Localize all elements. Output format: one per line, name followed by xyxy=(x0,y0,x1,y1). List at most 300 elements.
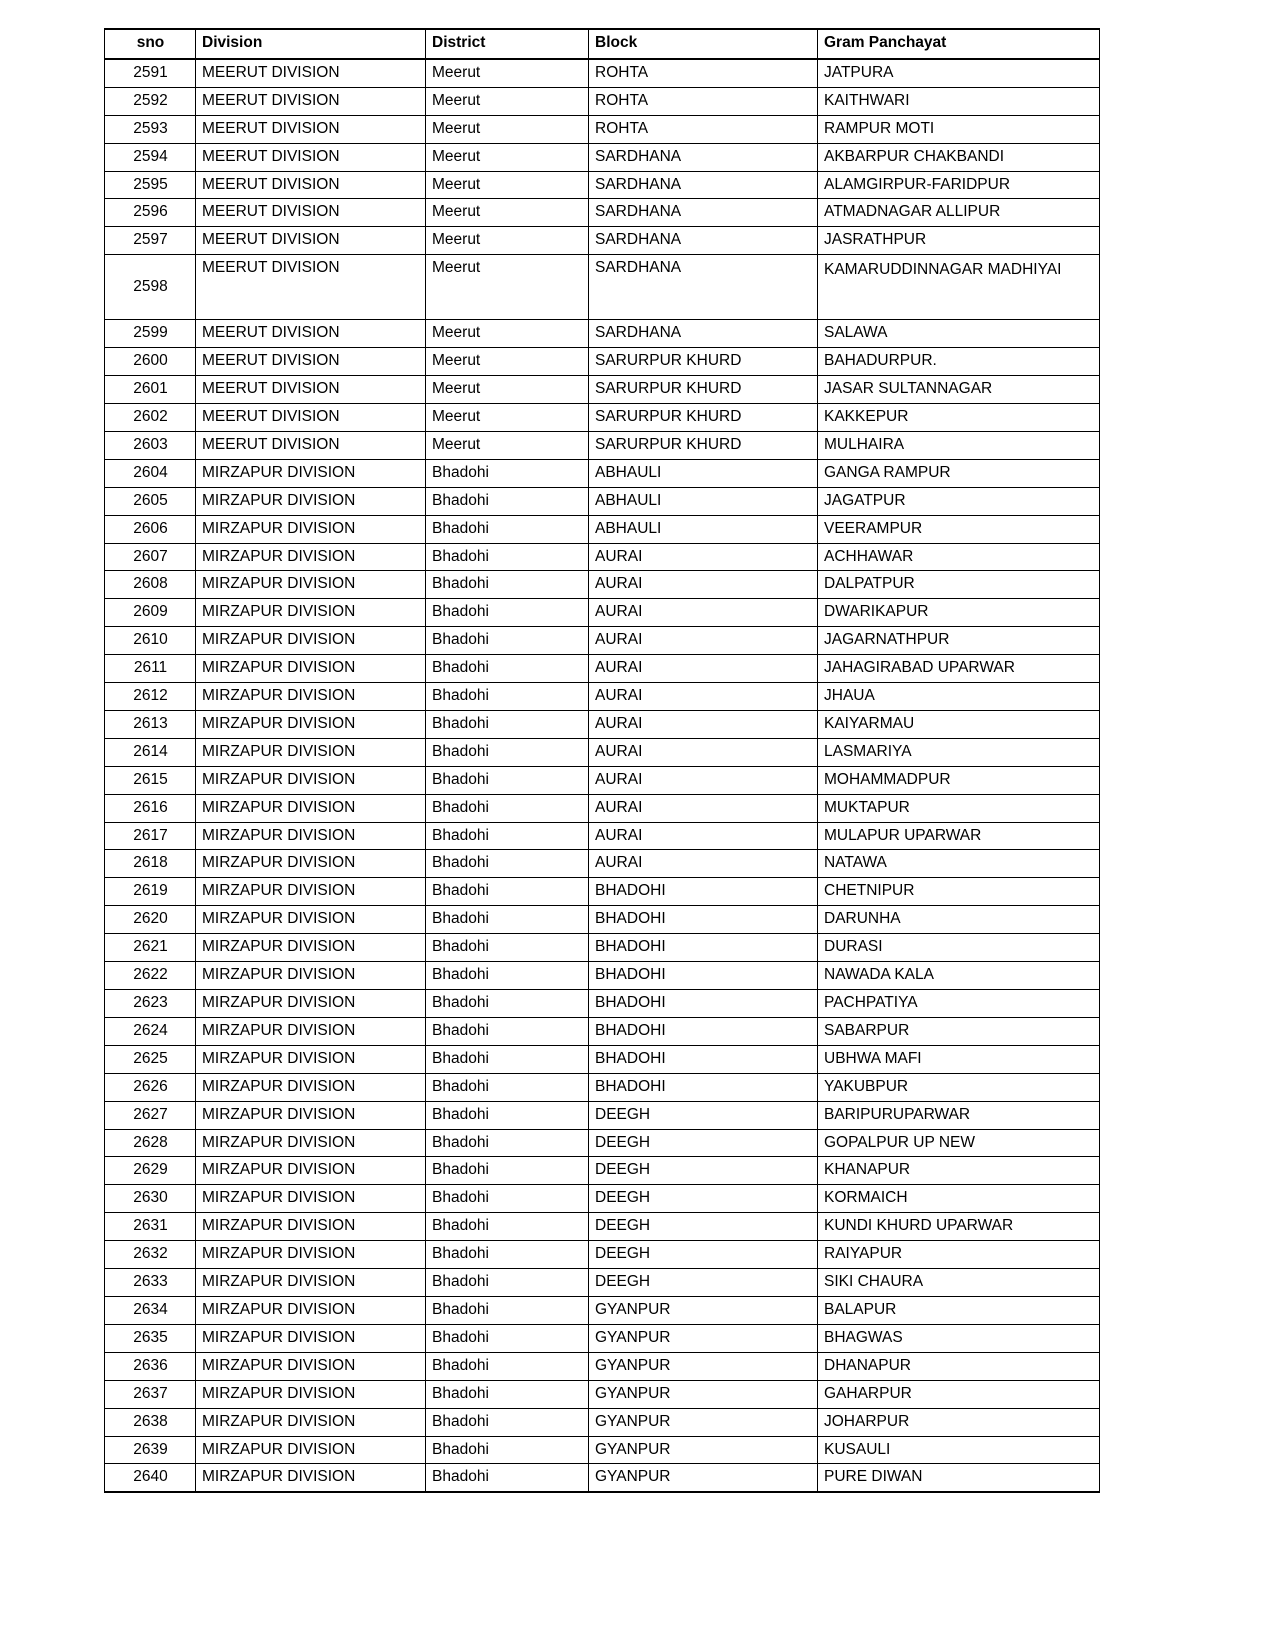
cell-block: BHADOHI xyxy=(589,1073,818,1101)
cell-gram-panchayat: AKBARPUR CHAKBANDI xyxy=(818,143,1100,171)
cell-block: DEEGH xyxy=(589,1241,818,1269)
cell-division: MIRZAPUR DIVISION xyxy=(196,1324,426,1352)
cell-block: BHADOHI xyxy=(589,906,818,934)
cell-gram-panchayat: JOHARPUR xyxy=(818,1408,1100,1436)
cell-gram-panchayat: MULAPUR UPARWAR xyxy=(818,822,1100,850)
cell-sno: 2599 xyxy=(105,320,196,348)
cell-block: GYANPUR xyxy=(589,1296,818,1324)
cell-division: MIRZAPUR DIVISION xyxy=(196,683,426,711)
cell-district: Bhadohi xyxy=(426,655,589,683)
cell-district: Bhadohi xyxy=(426,515,589,543)
cell-division: MEERUT DIVISION xyxy=(196,376,426,404)
table-row xyxy=(105,1352,1100,1380)
cell-sno: 2633 xyxy=(105,1269,196,1297)
table-row xyxy=(105,1464,1100,1492)
table-row xyxy=(105,1017,1100,1045)
column-header-block: Block xyxy=(589,29,818,59)
gram-panchayat-table xyxy=(104,28,1100,1493)
table-row xyxy=(105,1296,1100,1324)
cell-gram-panchayat: PURE DIWAN xyxy=(818,1464,1100,1492)
cell-district: Bhadohi xyxy=(426,1213,589,1241)
cell-district: Bhadohi xyxy=(426,1045,589,1073)
cell-district: Bhadohi xyxy=(426,1241,589,1269)
cell-division: MIRZAPUR DIVISION xyxy=(196,850,426,878)
table-row xyxy=(105,87,1100,115)
cell-sno: 2619 xyxy=(105,878,196,906)
cell-gram-panchayat: KUNDI KHURD UPARWAR xyxy=(818,1213,1100,1241)
cell-division: MIRZAPUR DIVISION xyxy=(196,459,426,487)
cell-block: AURAI xyxy=(589,794,818,822)
table-body xyxy=(105,59,1100,1492)
cell-division: MIRZAPUR DIVISION xyxy=(196,1101,426,1129)
table-row xyxy=(105,906,1100,934)
cell-district: Bhadohi xyxy=(426,1101,589,1129)
cell-block: BHADOHI xyxy=(589,962,818,990)
cell-block: BHADOHI xyxy=(589,878,818,906)
column-header-gram-panchayat: Gram Panchayat xyxy=(818,29,1100,59)
cell-block: DEEGH xyxy=(589,1129,818,1157)
table-row xyxy=(105,1045,1100,1073)
table-row xyxy=(105,599,1100,627)
cell-gram-panchayat: DWARIKAPUR xyxy=(818,599,1100,627)
cell-division: MEERUT DIVISION xyxy=(196,320,426,348)
cell-gram-panchayat: DARUNHA xyxy=(818,906,1100,934)
cell-block: DEEGH xyxy=(589,1101,818,1129)
table-row xyxy=(105,794,1100,822)
cell-district: Bhadohi xyxy=(426,990,589,1018)
table-row xyxy=(105,115,1100,143)
cell-block: AURAI xyxy=(589,599,818,627)
table-row xyxy=(105,990,1100,1018)
cell-sno: 2591 xyxy=(105,59,196,87)
cell-gram-panchayat: BALAPUR xyxy=(818,1296,1100,1324)
cell-division: MIRZAPUR DIVISION xyxy=(196,1129,426,1157)
cell-block: ABHAULI xyxy=(589,487,818,515)
cell-division: MIRZAPUR DIVISION xyxy=(196,1269,426,1297)
cell-district: Meerut xyxy=(426,431,589,459)
table-row xyxy=(105,431,1100,459)
cell-gram-panchayat: GANGA RAMPUR xyxy=(818,459,1100,487)
cell-gram-panchayat: JHAUA xyxy=(818,683,1100,711)
table-row xyxy=(105,1408,1100,1436)
cell-district: Bhadohi xyxy=(426,878,589,906)
cell-sno: 2606 xyxy=(105,515,196,543)
cell-division: MIRZAPUR DIVISION xyxy=(196,990,426,1018)
cell-district: Bhadohi xyxy=(426,571,589,599)
cell-district: Bhadohi xyxy=(426,1296,589,1324)
cell-division: MIRZAPUR DIVISION xyxy=(196,962,426,990)
cell-district: Bhadohi xyxy=(426,738,589,766)
cell-division: MIRZAPUR DIVISION xyxy=(196,794,426,822)
cell-block: GYANPUR xyxy=(589,1464,818,1492)
cell-sno: 2640 xyxy=(105,1464,196,1492)
cell-block: SARURPUR KHURD xyxy=(589,403,818,431)
cell-gram-panchayat: DHANAPUR xyxy=(818,1352,1100,1380)
table-row xyxy=(105,655,1100,683)
table-row xyxy=(105,766,1100,794)
column-header-sno: sno xyxy=(105,29,196,59)
cell-division: MEERUT DIVISION xyxy=(196,87,426,115)
table-row xyxy=(105,1436,1100,1464)
cell-sno: 2631 xyxy=(105,1213,196,1241)
cell-district: Bhadohi xyxy=(426,1129,589,1157)
table-row xyxy=(105,738,1100,766)
table-row xyxy=(105,1157,1100,1185)
cell-district: Bhadohi xyxy=(426,1157,589,1185)
cell-sno: 2602 xyxy=(105,403,196,431)
cell-division: MIRZAPUR DIVISION xyxy=(196,487,426,515)
cell-gram-panchayat: JATPURA xyxy=(818,59,1100,87)
cell-sno: 2608 xyxy=(105,571,196,599)
cell-block: SARDHANA xyxy=(589,320,818,348)
cell-block: GYANPUR xyxy=(589,1436,818,1464)
cell-block: GYANPUR xyxy=(589,1380,818,1408)
cell-sno: 2617 xyxy=(105,822,196,850)
cell-gram-panchayat: CHETNIPUR xyxy=(818,878,1100,906)
table-row xyxy=(105,934,1100,962)
cell-sno: 2610 xyxy=(105,627,196,655)
table-row xyxy=(105,710,1100,738)
cell-division: MEERUT DIVISION xyxy=(196,143,426,171)
table-row xyxy=(105,1129,1100,1157)
cell-district: Bhadohi xyxy=(426,962,589,990)
cell-division: MIRZAPUR DIVISION xyxy=(196,655,426,683)
table-row xyxy=(105,143,1100,171)
cell-block: BHADOHI xyxy=(589,934,818,962)
cell-block: SARDHANA xyxy=(589,143,818,171)
cell-gram-panchayat: BARIPURUPARWAR xyxy=(818,1101,1100,1129)
cell-division: MIRZAPUR DIVISION xyxy=(196,1017,426,1045)
cell-district: Bhadohi xyxy=(426,1017,589,1045)
cell-sno: 2632 xyxy=(105,1241,196,1269)
cell-sno: 2611 xyxy=(105,655,196,683)
cell-sno: 2600 xyxy=(105,348,196,376)
cell-division: MEERUT DIVISION xyxy=(196,199,426,227)
cell-gram-panchayat: KAITHWARI xyxy=(818,87,1100,115)
cell-sno: 2593 xyxy=(105,115,196,143)
table-header xyxy=(105,29,1100,59)
cell-gram-panchayat: SABARPUR xyxy=(818,1017,1100,1045)
cell-district: Meerut xyxy=(426,87,589,115)
cell-district: Bhadohi xyxy=(426,459,589,487)
table-row xyxy=(105,1241,1100,1269)
cell-sno: 2624 xyxy=(105,1017,196,1045)
cell-block: GYANPUR xyxy=(589,1352,818,1380)
cell-block: BHADOHI xyxy=(589,990,818,1018)
cell-block: BHADOHI xyxy=(589,1017,818,1045)
cell-division: MIRZAPUR DIVISION xyxy=(196,599,426,627)
cell-gram-panchayat: JASRATHPUR xyxy=(818,227,1100,255)
cell-block: SARDHANA xyxy=(589,227,818,255)
table-row xyxy=(105,962,1100,990)
cell-block: ROHTA xyxy=(589,115,818,143)
cell-division: MIRZAPUR DIVISION xyxy=(196,1408,426,1436)
cell-gram-panchayat: RAMPUR MOTI xyxy=(818,115,1100,143)
cell-sno: 2613 xyxy=(105,710,196,738)
cell-sno: 2601 xyxy=(105,376,196,404)
cell-division: MEERUT DIVISION xyxy=(196,431,426,459)
cell-district: Bhadohi xyxy=(426,1324,589,1352)
cell-division: MIRZAPUR DIVISION xyxy=(196,1380,426,1408)
cell-district: Bhadohi xyxy=(426,1185,589,1213)
cell-district: Bhadohi xyxy=(426,1352,589,1380)
cell-sno: 2639 xyxy=(105,1436,196,1464)
cell-sno: 2603 xyxy=(105,431,196,459)
cell-division: MIRZAPUR DIVISION xyxy=(196,1436,426,1464)
cell-gram-panchayat: KAIYARMAU xyxy=(818,710,1100,738)
cell-gram-panchayat: ACHHAWAR xyxy=(818,543,1100,571)
cell-gram-panchayat: NAWADA KALA xyxy=(818,962,1100,990)
cell-gram-panchayat: SIKI CHAURA xyxy=(818,1269,1100,1297)
cell-gram-panchayat: JAHAGIRABAD UPARWAR xyxy=(818,655,1100,683)
cell-gram-panchayat: DURASI xyxy=(818,934,1100,962)
cell-block: ABHAULI xyxy=(589,459,818,487)
cell-district: Meerut xyxy=(426,115,589,143)
cell-block: AURAI xyxy=(589,738,818,766)
cell-sno: 2638 xyxy=(105,1408,196,1436)
table-row xyxy=(105,320,1100,348)
cell-district: Bhadohi xyxy=(426,627,589,655)
cell-division: MIRZAPUR DIVISION xyxy=(196,1157,426,1185)
table-row xyxy=(105,1269,1100,1297)
cell-gram-panchayat: BHAGWAS xyxy=(818,1324,1100,1352)
cell-block: DEEGH xyxy=(589,1185,818,1213)
cell-gram-panchayat: KHANAPUR xyxy=(818,1157,1100,1185)
cell-gram-panchayat: SALAWA xyxy=(818,320,1100,348)
table-row xyxy=(105,1101,1100,1129)
cell-gram-panchayat: VEERAMPUR xyxy=(818,515,1100,543)
cell-sno: 2637 xyxy=(105,1380,196,1408)
table-row xyxy=(105,1213,1100,1241)
cell-gram-panchayat: JASAR SULTANNAGAR xyxy=(818,376,1100,404)
table-row xyxy=(105,227,1100,255)
table-row xyxy=(105,1073,1100,1101)
cell-district: Meerut xyxy=(426,403,589,431)
cell-district: Bhadohi xyxy=(426,543,589,571)
cell-sno: 2618 xyxy=(105,850,196,878)
cell-district: Bhadohi xyxy=(426,822,589,850)
cell-district: Meerut xyxy=(426,227,589,255)
cell-district: Meerut xyxy=(426,376,589,404)
cell-block: DEEGH xyxy=(589,1213,818,1241)
cell-district: Bhadohi xyxy=(426,710,589,738)
table-row xyxy=(105,59,1100,87)
cell-division: MEERUT DIVISION xyxy=(196,348,426,376)
cell-sno: 2625 xyxy=(105,1045,196,1073)
cell-district: Meerut xyxy=(426,255,589,320)
cell-district: Bhadohi xyxy=(426,766,589,794)
cell-division: MIRZAPUR DIVISION xyxy=(196,515,426,543)
cell-sno: 2609 xyxy=(105,599,196,627)
cell-gram-panchayat: RAIYAPUR xyxy=(818,1241,1100,1269)
table-row xyxy=(105,1324,1100,1352)
cell-division: MIRZAPUR DIVISION xyxy=(196,627,426,655)
cell-division: MIRZAPUR DIVISION xyxy=(196,1464,426,1492)
cell-division: MIRZAPUR DIVISION xyxy=(196,1185,426,1213)
cell-sno: 2620 xyxy=(105,906,196,934)
table-row xyxy=(105,850,1100,878)
cell-gram-panchayat: ALAMGIRPUR-FARIDPUR xyxy=(818,171,1100,199)
cell-gram-panchayat: GOPALPUR UP NEW xyxy=(818,1129,1100,1157)
cell-block: ROHTA xyxy=(589,87,818,115)
cell-division: MEERUT DIVISION xyxy=(196,403,426,431)
cell-district: Bhadohi xyxy=(426,1073,589,1101)
table-row xyxy=(105,487,1100,515)
cell-block: SARDHANA xyxy=(589,199,818,227)
cell-sno: 2628 xyxy=(105,1129,196,1157)
table-row xyxy=(105,515,1100,543)
cell-sno: 2605 xyxy=(105,487,196,515)
cell-division: MEERUT DIVISION xyxy=(196,171,426,199)
cell-block: SARDHANA xyxy=(589,255,818,320)
cell-division: MIRZAPUR DIVISION xyxy=(196,1073,426,1101)
cell-division: MIRZAPUR DIVISION xyxy=(196,878,426,906)
table-row xyxy=(105,376,1100,404)
cell-block: GYANPUR xyxy=(589,1324,818,1352)
cell-district: Meerut xyxy=(426,59,589,87)
cell-block: DEEGH xyxy=(589,1269,818,1297)
cell-gram-panchayat: KAMARUDDINNAGAR MADHIYAI xyxy=(818,255,1100,320)
cell-sno: 2604 xyxy=(105,459,196,487)
cell-block: AURAI xyxy=(589,822,818,850)
cell-district: Bhadohi xyxy=(426,934,589,962)
cell-block: ROHTA xyxy=(589,59,818,87)
cell-division: MIRZAPUR DIVISION xyxy=(196,906,426,934)
cell-block: AURAI xyxy=(589,655,818,683)
cell-sno: 2635 xyxy=(105,1324,196,1352)
table-row xyxy=(105,543,1100,571)
cell-division: MIRZAPUR DIVISION xyxy=(196,766,426,794)
cell-division: MIRZAPUR DIVISION xyxy=(196,1213,426,1241)
cell-sno: 2595 xyxy=(105,171,196,199)
cell-district: Meerut xyxy=(426,199,589,227)
cell-gram-panchayat: MOHAMMADPUR xyxy=(818,766,1100,794)
cell-division: MIRZAPUR DIVISION xyxy=(196,710,426,738)
cell-district: Bhadohi xyxy=(426,1408,589,1436)
cell-block: GYANPUR xyxy=(589,1408,818,1436)
table-row xyxy=(105,878,1100,906)
cell-gram-panchayat: LASMARIYA xyxy=(818,738,1100,766)
cell-sno: 2627 xyxy=(105,1101,196,1129)
cell-district: Meerut xyxy=(426,348,589,376)
cell-district: Bhadohi xyxy=(426,683,589,711)
cell-sno: 2630 xyxy=(105,1185,196,1213)
column-header-division: Division xyxy=(196,29,426,59)
cell-gram-panchayat: ATMADNAGAR ALLIPUR xyxy=(818,199,1100,227)
cell-district: Bhadohi xyxy=(426,850,589,878)
cell-sno: 2634 xyxy=(105,1296,196,1324)
cell-district: Bhadohi xyxy=(426,1436,589,1464)
cell-block: AURAI xyxy=(589,683,818,711)
cell-sno: 2623 xyxy=(105,990,196,1018)
cell-gram-panchayat: UBHWA MAFI xyxy=(818,1045,1100,1073)
cell-block: SARURPUR KHURD xyxy=(589,348,818,376)
table-header-row xyxy=(105,29,1100,59)
cell-sno: 2636 xyxy=(105,1352,196,1380)
cell-block: ABHAULI xyxy=(589,515,818,543)
cell-gram-panchayat: BAHADURPUR. xyxy=(818,348,1100,376)
cell-gram-panchayat: GAHARPUR xyxy=(818,1380,1100,1408)
table-row xyxy=(105,1185,1100,1213)
cell-district: Bhadohi xyxy=(426,487,589,515)
cell-division: MIRZAPUR DIVISION xyxy=(196,1352,426,1380)
cell-sno: 2614 xyxy=(105,738,196,766)
cell-block: AURAI xyxy=(589,543,818,571)
cell-block: AURAI xyxy=(589,766,818,794)
table-row xyxy=(105,199,1100,227)
cell-gram-panchayat: JAGATPUR xyxy=(818,487,1100,515)
cell-gram-panchayat: JAGARNATHPUR xyxy=(818,627,1100,655)
cell-gram-panchayat: NATAWA xyxy=(818,850,1100,878)
cell-district: Meerut xyxy=(426,171,589,199)
cell-sno: 2596 xyxy=(105,199,196,227)
cell-district: Bhadohi xyxy=(426,794,589,822)
table-row xyxy=(105,822,1100,850)
cell-block: AURAI xyxy=(589,710,818,738)
cell-sno: 2607 xyxy=(105,543,196,571)
cell-block: SARDHANA xyxy=(589,171,818,199)
cell-gram-panchayat: MUKTAPUR xyxy=(818,794,1100,822)
cell-division: MEERUT DIVISION xyxy=(196,59,426,87)
cell-division: MIRZAPUR DIVISION xyxy=(196,934,426,962)
cell-sno: 2612 xyxy=(105,683,196,711)
cell-division: MIRZAPUR DIVISION xyxy=(196,738,426,766)
table-row xyxy=(105,348,1100,376)
table-row xyxy=(105,571,1100,599)
cell-division: MIRZAPUR DIVISION xyxy=(196,543,426,571)
cell-district: Bhadohi xyxy=(426,1269,589,1297)
cell-district: Meerut xyxy=(426,143,589,171)
table-row xyxy=(105,403,1100,431)
cell-district: Bhadohi xyxy=(426,599,589,627)
cell-district: Meerut xyxy=(426,320,589,348)
cell-gram-panchayat: YAKUBPUR xyxy=(818,1073,1100,1101)
cell-block: SARURPUR KHURD xyxy=(589,431,818,459)
cell-division: MEERUT DIVISION xyxy=(196,227,426,255)
cell-block: BHADOHI xyxy=(589,1045,818,1073)
cell-block: AURAI xyxy=(589,627,818,655)
table-row xyxy=(105,627,1100,655)
cell-sno: 2616 xyxy=(105,794,196,822)
cell-sno: 2592 xyxy=(105,87,196,115)
table-row xyxy=(105,1380,1100,1408)
cell-block: AURAI xyxy=(589,850,818,878)
table-row xyxy=(105,683,1100,711)
cell-sno: 2597 xyxy=(105,227,196,255)
cell-district: Bhadohi xyxy=(426,906,589,934)
cell-block: AURAI xyxy=(589,571,818,599)
cell-gram-panchayat: KUSAULI xyxy=(818,1436,1100,1464)
cell-block: SARURPUR KHURD xyxy=(589,376,818,404)
cell-sno: 2629 xyxy=(105,1157,196,1185)
cell-sno: 2598 xyxy=(105,255,196,320)
cell-block: DEEGH xyxy=(589,1157,818,1185)
cell-division: MEERUT DIVISION xyxy=(196,255,426,320)
cell-sno: 2622 xyxy=(105,962,196,990)
gram-panchayat-table-container xyxy=(104,28,1099,1493)
cell-district: Bhadohi xyxy=(426,1464,589,1492)
cell-sno: 2626 xyxy=(105,1073,196,1101)
cell-gram-panchayat: MULHAIRA xyxy=(818,431,1100,459)
table-row xyxy=(105,255,1100,320)
cell-division: MIRZAPUR DIVISION xyxy=(196,822,426,850)
table-row xyxy=(105,171,1100,199)
cell-sno: 2615 xyxy=(105,766,196,794)
cell-division: MIRZAPUR DIVISION xyxy=(196,571,426,599)
cell-gram-panchayat: KORMAICH xyxy=(818,1185,1100,1213)
cell-gram-panchayat: KAKKEPUR xyxy=(818,403,1100,431)
cell-gram-panchayat: PACHPATIYA xyxy=(818,990,1100,1018)
